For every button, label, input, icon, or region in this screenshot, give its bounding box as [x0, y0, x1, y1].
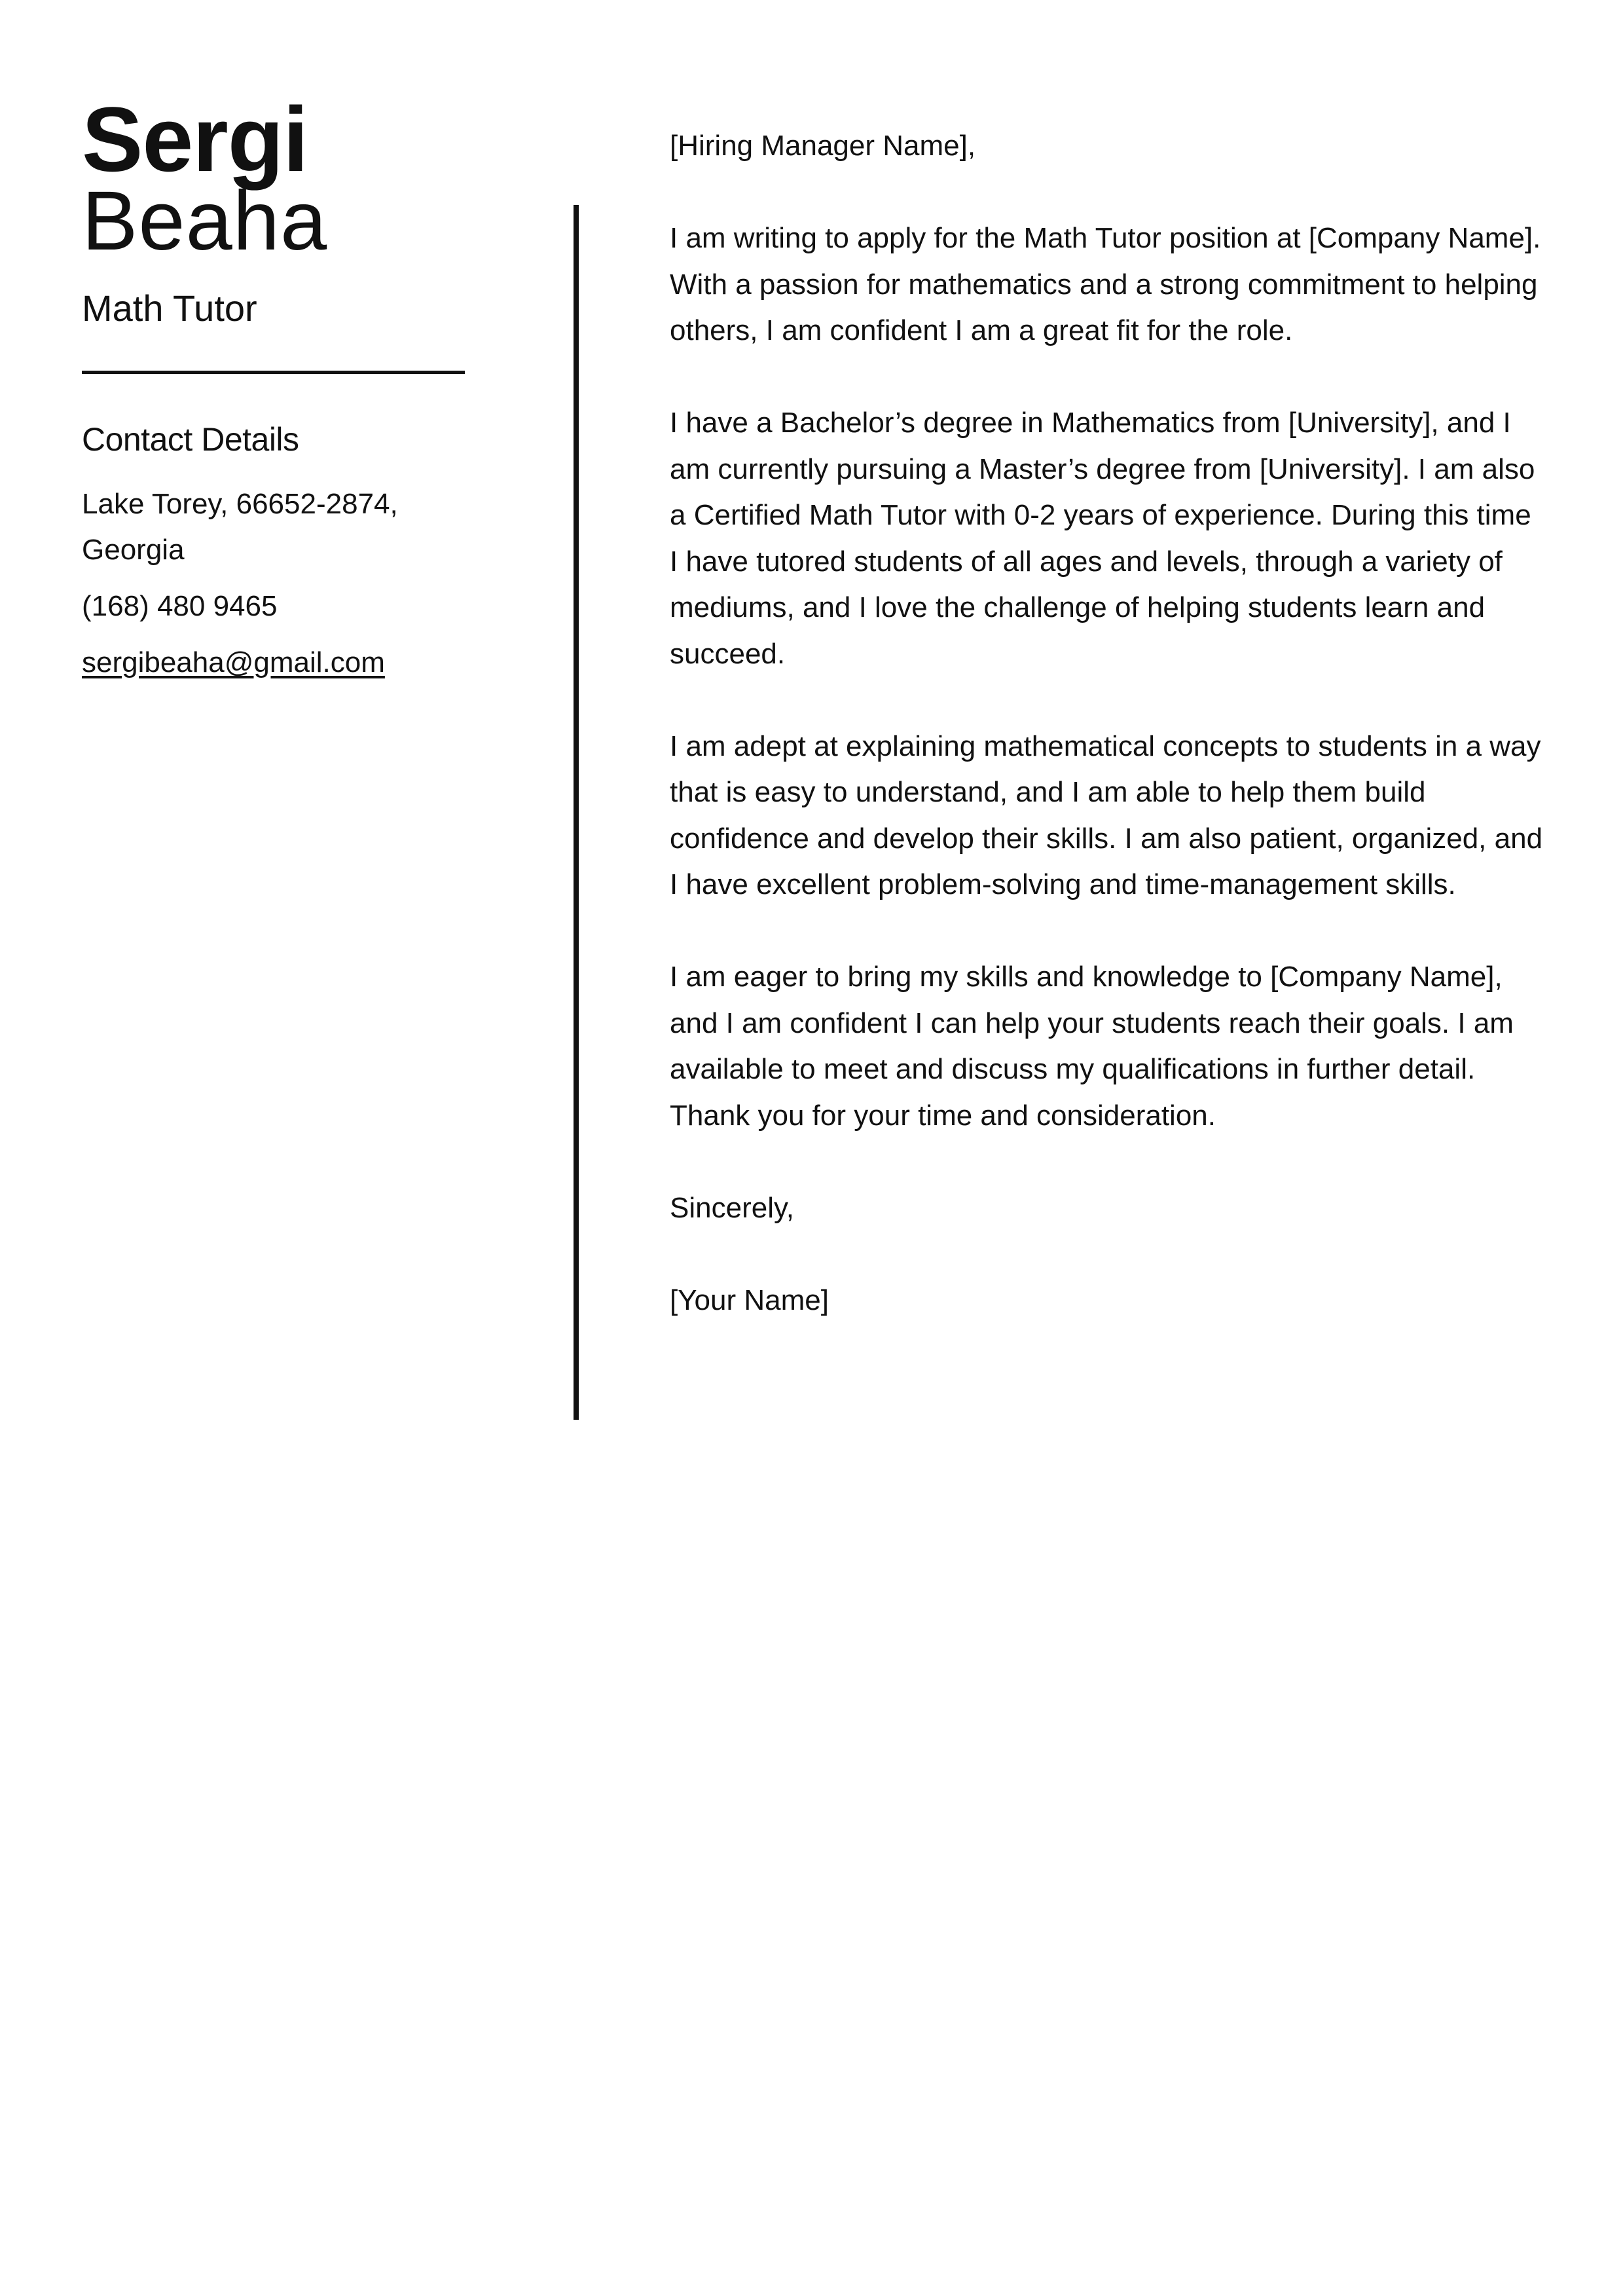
contact-address: Lake Torey, 66652-2874, Georgia: [82, 488, 398, 566]
sidebar: [82, 88, 465, 686]
contact-email-link[interactable]: sergibeaha@gmail.com: [82, 646, 385, 678]
first-name: Sergi: [82, 88, 308, 191]
letter-paragraph: I am writing to apply for the Math Tutor position at [Company Name]. With a passion for mathematics and a strong commitment to helping others, I am confident I am a great fit for the role.: [670, 222, 1541, 346]
letter-signature: [Your Name]: [670, 1284, 829, 1316]
name-divider: [82, 371, 465, 374]
letter-paragraph: I am adept at explaining mathematical concepts to students in a way that is easy to understand, and I am able to help them build confidence and develop their skills. I am also patient, organized, and I have excellent problem-solving and time-management skills.: [670, 730, 1543, 900]
letter-closing: Sincerely,: [670, 1191, 794, 1224]
contact-heading: Contact Details: [82, 421, 299, 458]
letter-paragraph: I am eager to bring my skills and knowledge to [Company Name], and I am confident I can help your students reach their goals. I am available to meet and discuss my qualifications in further detail. Thank you for your time and consideration.: [670, 961, 1514, 1132]
last-name: Beaha: [82, 174, 328, 268]
column-divider: [574, 205, 579, 1420]
contact-phone: (168) 480 9465: [82, 590, 278, 622]
letter-paragraph: I have a Bachelor’s degree in Mathematics from [University], and I am currently pursuing a Master’s degree from [University]. I am also a Certified Math Tutor with 0-2 years of experience. During this time I have tutored students of all ages and levels, through a variety of mediums, and I love the challenge of helping students learn and succeed.: [670, 407, 1535, 670]
job-title: Math Tutor: [82, 287, 257, 329]
letter-body: [670, 123, 1547, 1370]
letter-salutation: [Hiring Manager Name],: [670, 130, 976, 162]
